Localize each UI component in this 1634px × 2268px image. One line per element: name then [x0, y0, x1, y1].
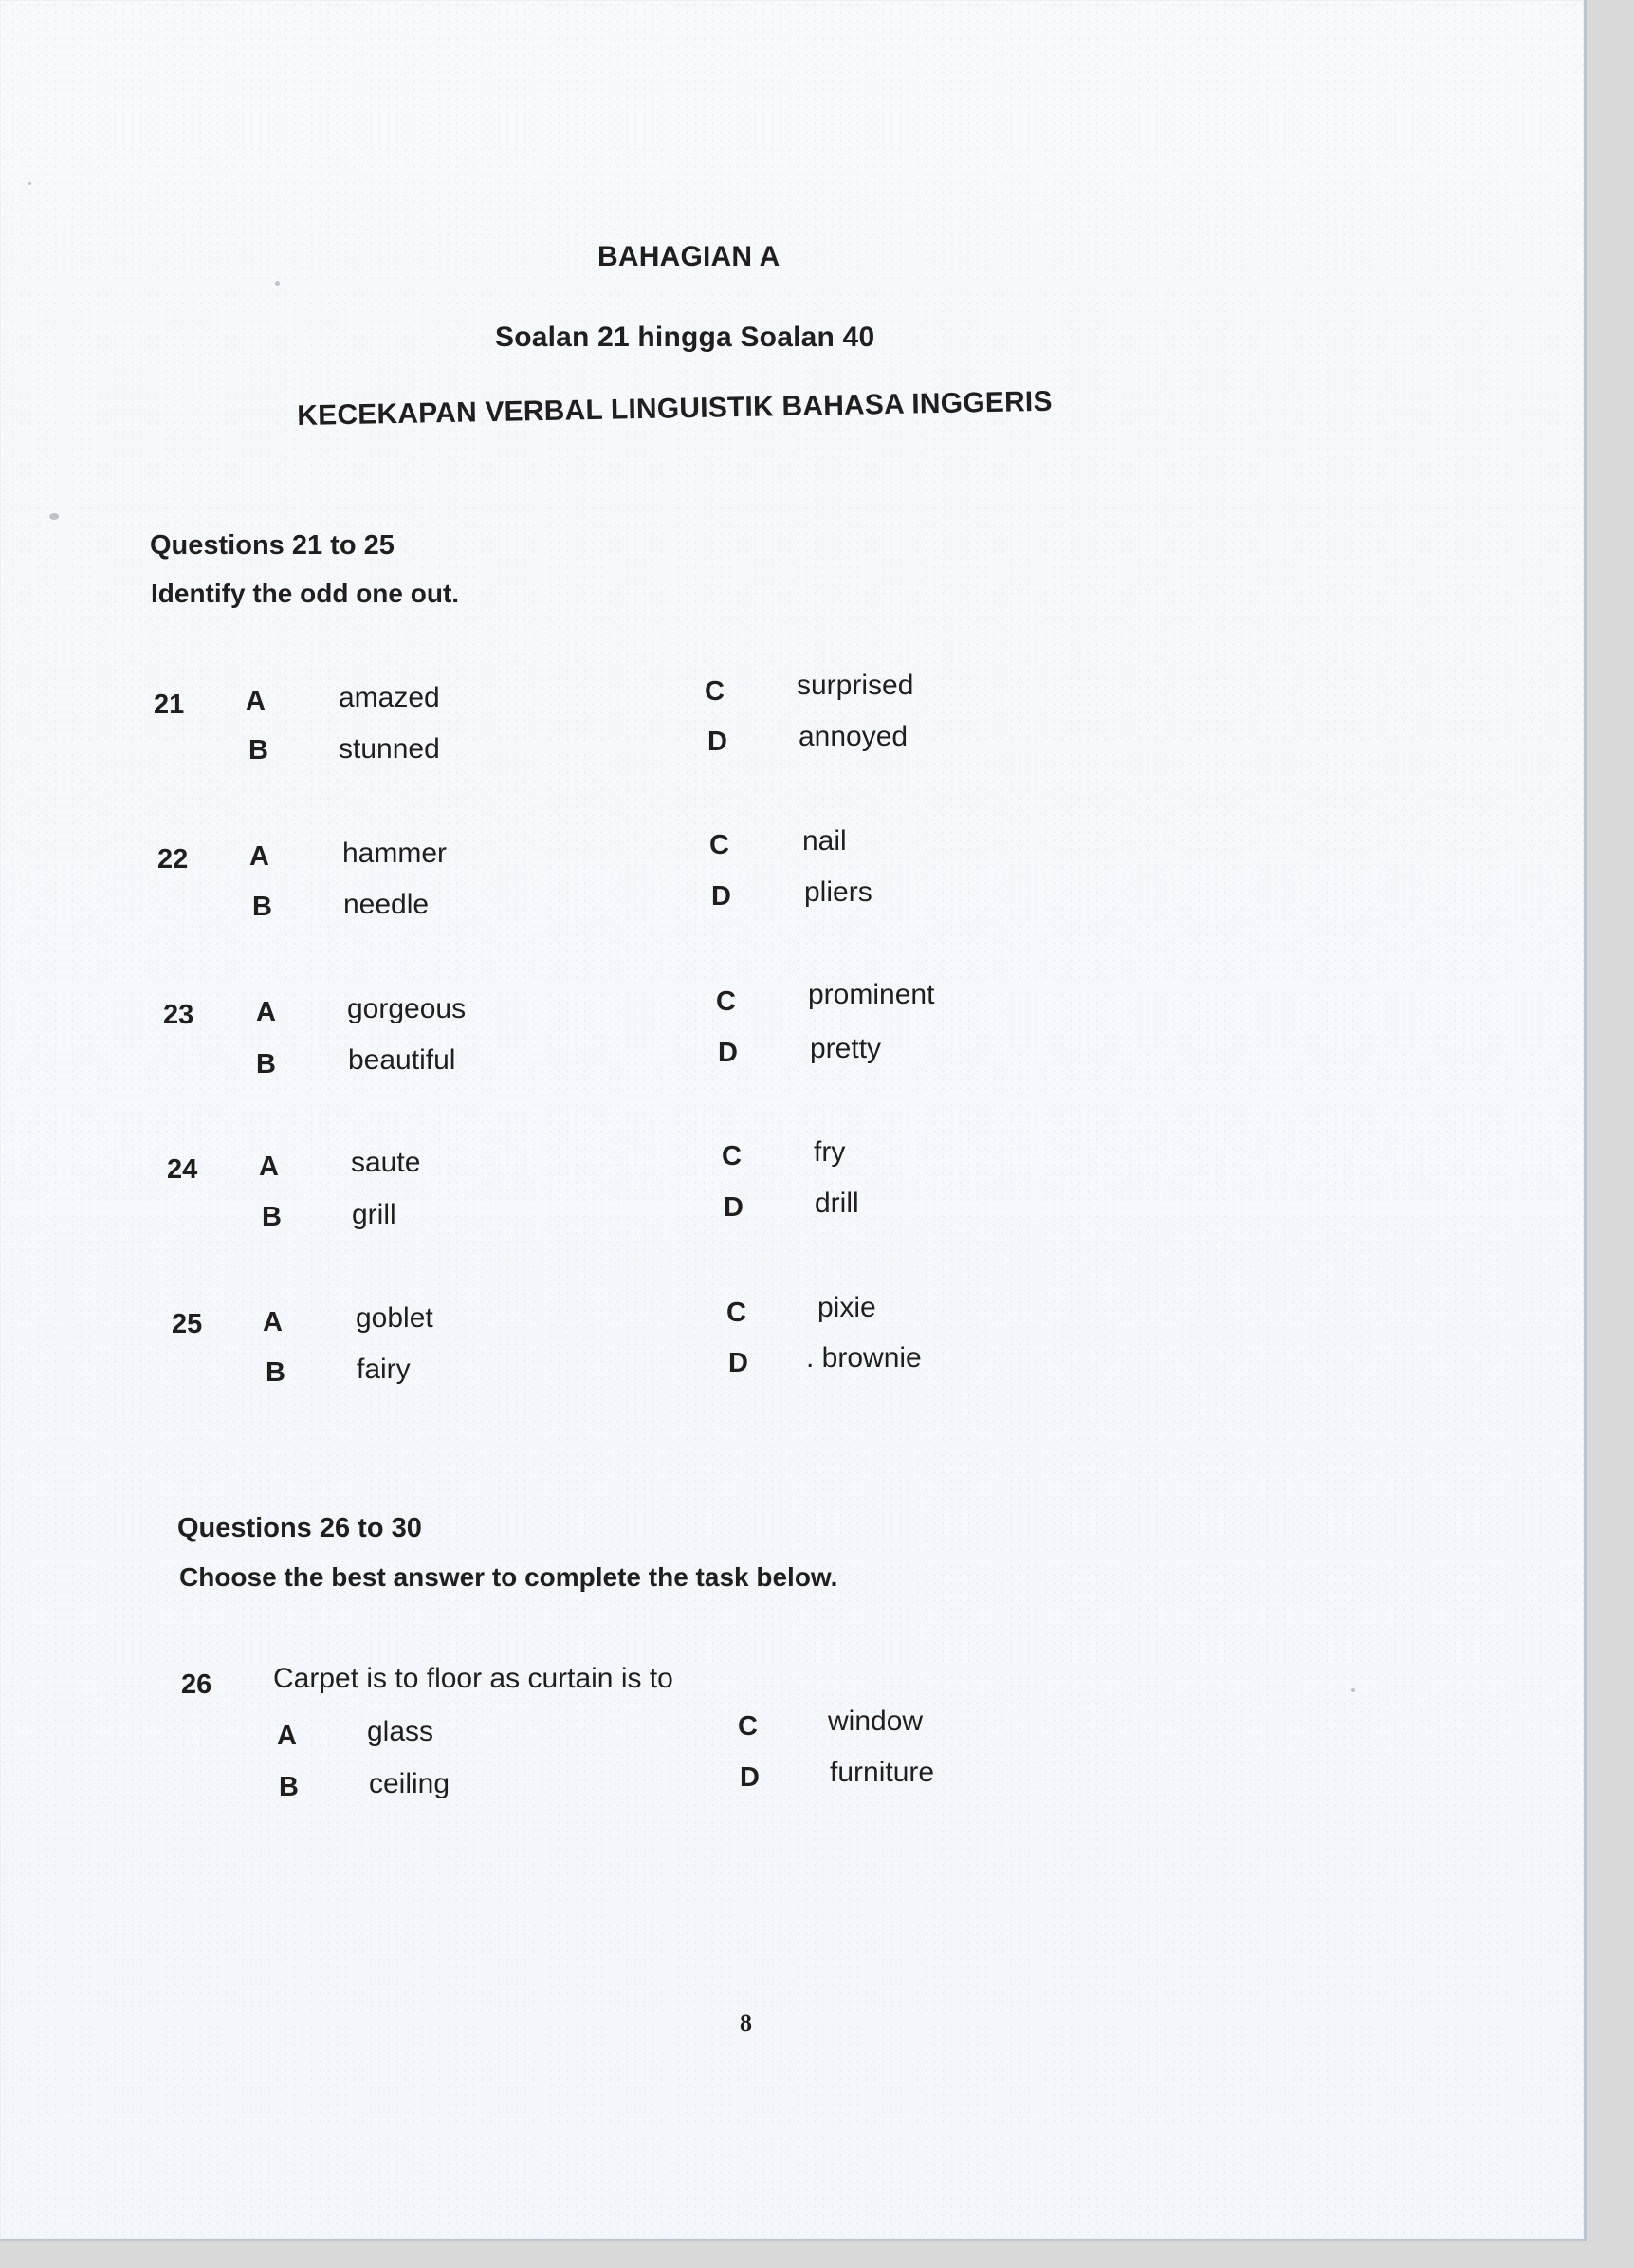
option-label-a: A	[249, 841, 269, 872]
option-label-b: B	[252, 892, 272, 922]
option-a-text: goblet	[356, 1302, 433, 1334]
option-d-text: pretty	[810, 1033, 882, 1064]
option-c-text: surprised	[797, 670, 914, 701]
option-b-text: fairy	[357, 1354, 411, 1385]
option-c-text: nail	[802, 825, 847, 857]
option-a-text: amazed	[339, 682, 440, 713]
option-label-c: C	[738, 1711, 758, 1742]
option-d-text: pliers	[804, 876, 872, 908]
option-label-d: D	[724, 1192, 744, 1223]
section-heading-26-30: Questions 26 to 30	[177, 1513, 422, 1543]
question-number: 25	[172, 1309, 203, 1339]
subject-title: KECEKAPAN VERBAL LINGUISTIK BAHASA INGGERIS	[297, 385, 1053, 432]
option-label-d: D	[740, 1762, 760, 1793]
page-number: 8	[740, 2009, 752, 2037]
question-range: Soalan 21 hingga Soalan 40	[495, 322, 875, 353]
option-label-a: A	[246, 686, 266, 716]
part-title: BAHAGIAN A	[597, 241, 780, 272]
question-number: 23	[163, 1000, 194, 1030]
option-label-c: C	[709, 830, 729, 860]
scan-speck	[1351, 1688, 1355, 1692]
option-c-text: fry	[814, 1136, 846, 1168]
option-b-text: beautiful	[348, 1044, 456, 1076]
option-label-a: A	[256, 997, 276, 1027]
option-label-a: A	[259, 1152, 279, 1182]
option-c-text: prominent	[808, 979, 935, 1010]
option-d-text: furniture	[830, 1757, 935, 1788]
option-a-text: saute	[351, 1147, 421, 1178]
option-b-text: needle	[343, 889, 430, 920]
option-label-d: D	[728, 1348, 748, 1378]
option-c-text: pixie	[817, 1292, 876, 1323]
option-label-c: C	[726, 1298, 746, 1328]
option-c-text: window	[828, 1706, 924, 1737]
question-number: 22	[157, 844, 189, 875]
option-d-text: drill	[815, 1188, 859, 1219]
option-a-text: glass	[367, 1716, 434, 1747]
question-number: 26	[181, 1669, 212, 1700]
option-label-d: D	[707, 727, 727, 757]
scan-speck	[49, 513, 59, 520]
option-label-c: C	[722, 1141, 742, 1171]
option-a-text: gorgeous	[347, 993, 467, 1024]
option-b-text: stunned	[339, 733, 440, 765]
option-label-b: B	[256, 1049, 276, 1079]
scan-speck	[28, 182, 31, 185]
option-label-a: A	[277, 1721, 297, 1751]
option-d-text: . brownie	[806, 1342, 922, 1374]
scan-speck	[275, 281, 280, 286]
option-label-c: C	[716, 986, 736, 1017]
question-number: 24	[167, 1154, 198, 1185]
option-label-d: D	[718, 1038, 738, 1068]
option-label-d: D	[711, 881, 731, 912]
question-number: 21	[154, 690, 185, 720]
option-label-a: A	[263, 1307, 283, 1337]
option-a-text: hammer	[342, 838, 448, 869]
option-d-text: annoyed	[799, 721, 909, 752]
option-label-b: B	[248, 735, 268, 765]
question-stem: Carpet is to floor as curtain is to	[273, 1663, 673, 1694]
option-b-text: grill	[352, 1199, 396, 1230]
option-label-b: B	[279, 1772, 299, 1802]
option-label-b: B	[266, 1357, 285, 1388]
option-b-text: ceiling	[369, 1768, 450, 1799]
option-label-c: C	[705, 676, 725, 707]
instruction-odd-one-out: Identify the odd one out.	[151, 579, 460, 608]
section-heading-21-25: Questions 21 to 25	[150, 530, 395, 561]
option-label-b: B	[262, 1202, 282, 1232]
instruction-complete-task: Choose the best answer to complete the task below.	[179, 1562, 838, 1592]
